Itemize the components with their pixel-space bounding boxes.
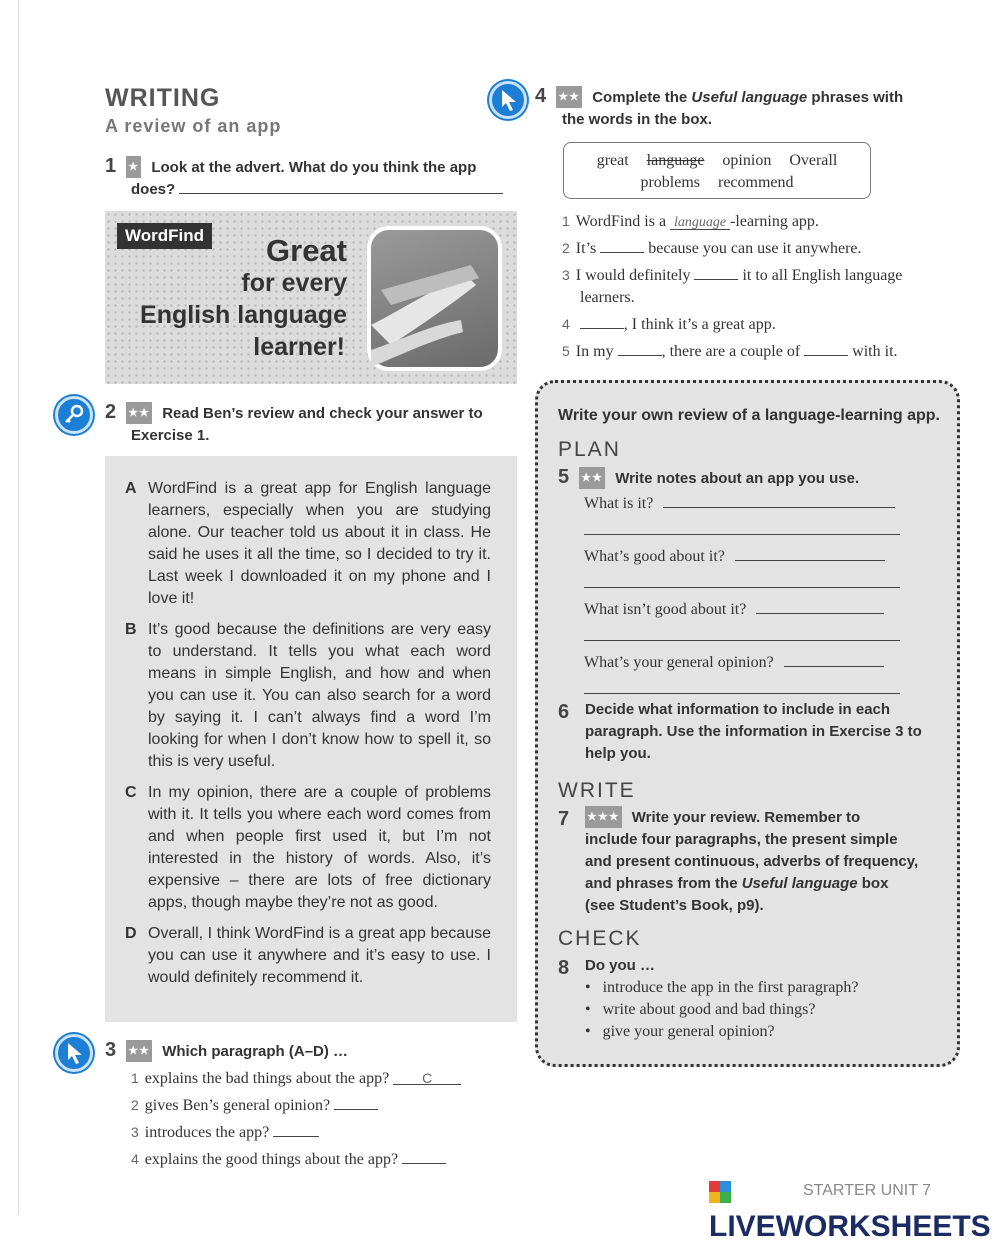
advert-line: learner! <box>253 333 345 361</box>
exercise-4-items <box>562 208 962 365</box>
question-item: 4 , I think it’s a great app. <box>562 316 776 333</box>
answer-blank[interactable] <box>618 342 662 356</box>
notes-line[interactable] <box>584 680 900 694</box>
unit-footer: STARTER UNIT 7 <box>803 1182 932 1199</box>
answer-blank[interactable] <box>580 315 624 329</box>
review-paragraph <box>125 923 491 989</box>
question-item: 1 explains the bad things about the app? C <box>131 1065 525 1092</box>
checklist-item: • introduce the app in the first paragraph? <box>585 979 859 996</box>
answer-blank[interactable] <box>600 239 644 253</box>
paragraph-letter: A <box>125 480 137 497</box>
word-option: great <box>596 152 629 169</box>
answer-blank[interactable] <box>804 342 848 356</box>
exercise-instruction: Look at the advert. What do you think the app <box>151 159 477 176</box>
exercise-5 <box>558 466 859 490</box>
difficulty-stars: ★★ <box>126 1040 152 1062</box>
page-subtitle: A review of an app <box>105 116 282 136</box>
paragraph-text: It’s good because the definitions are very easy to understand. It tells you what each word means in simple English, and how and when you can use it. You can also search for a word by saying it. I can’t always find a word I’m looking for when I don’t know how to spell it, so this is very useful. <box>148 621 491 770</box>
panel-intro: Write your own review of a language-learning app. <box>558 407 940 424</box>
review-paragraph <box>125 782 491 914</box>
notes-line[interactable] <box>756 600 884 614</box>
answer-blank[interactable] <box>273 1123 319 1137</box>
question-item: 3 I would definitely it to all English language <box>562 267 903 284</box>
exercise-number: 8 <box>558 957 570 979</box>
word-option-used: language <box>646 152 705 169</box>
word-option: opinion <box>722 152 772 169</box>
exercise-number: 3 <box>105 1039 117 1061</box>
exercise-8: 8 Do you … • introduce the app in the first paragraph? • write about good and bad things? • give your general opinion? <box>558 955 953 1043</box>
advert-line: English language <box>140 301 347 329</box>
note-question: What’s your general opinion? <box>584 653 884 672</box>
exercise-instruction-cont: Exercise 1. <box>131 427 210 444</box>
question-item-cont: learners. <box>580 289 635 306</box>
check-heading: CHECK <box>558 927 642 950</box>
exercise-number: 5 <box>558 466 570 488</box>
word-box <box>563 142 871 199</box>
advert-line: for every <box>241 269 347 297</box>
note-question: What isn’t good about it? <box>584 600 884 619</box>
exercise-instruction: Write notes about an app you use. <box>615 470 860 487</box>
advert-logo: WordFind <box>117 223 212 249</box>
notes-line[interactable] <box>584 521 900 535</box>
difficulty-stars: ★★ <box>556 86 582 108</box>
exercise-instruction-cont: does? <box>131 181 176 198</box>
exercise-7: 7 ★★★ Write your review. Remember to include four paragraphs, the present simple and present continuous, adverbs of frequency, and phrases from the Useful language box (see Student’s Book, p9). <box>558 808 919 914</box>
cursor-icon[interactable] <box>55 1034 93 1072</box>
difficulty-stars: ★★★ <box>585 806 622 828</box>
answer-blank[interactable] <box>694 266 738 280</box>
worksheet-page <box>18 0 1000 1243</box>
liveworksheets-watermark: LIVEWORKSHEETS <box>709 1176 1000 1244</box>
note-question: What is it? <box>584 494 895 513</box>
writing-task-panel <box>535 380 960 1067</box>
word-option: recommend <box>718 174 794 191</box>
exercise-4: 4 ★★ Complete the Useful language phrases with the words in the box. <box>535 85 955 131</box>
note-question: What’s good about it? <box>584 547 885 566</box>
exercise-number: 6 <box>558 701 570 723</box>
notes-line[interactable] <box>584 574 900 588</box>
exercise-2 <box>105 401 515 447</box>
question-item: 2 It’s because you can use it anywhere. <box>562 240 862 257</box>
notes-line[interactable] <box>784 653 884 667</box>
key-icon[interactable] <box>55 396 93 434</box>
exercise-1 <box>105 155 505 201</box>
answer-blank[interactable]: language <box>670 216 730 230</box>
phone-hand-icon <box>371 230 498 367</box>
notes-line[interactable] <box>584 627 900 641</box>
exercise-number: 1 <box>105 155 117 177</box>
exercise-number: 7 <box>558 808 570 830</box>
paragraph-letter: B <box>125 621 137 638</box>
exercise-instruction: Which paragraph (A–D) … <box>162 1043 349 1060</box>
paragraph-text: Overall, I think WordFind is a great app because you can use it anywhere and it’s easy to use. I would definitely recommend it. <box>148 925 491 986</box>
word-option: problems <box>640 174 700 191</box>
review-paragraph <box>125 619 491 773</box>
plan-heading: PLAN <box>558 438 621 461</box>
word-option: Overall <box>789 152 838 169</box>
question-item: 2 gives Ben’s general opinion? <box>131 1092 525 1119</box>
phone-hand-image <box>367 226 502 371</box>
page-title: WRITING <box>105 84 221 112</box>
exercise-number: 2 <box>105 401 117 423</box>
answer-blank[interactable] <box>179 180 503 194</box>
answer-blank[interactable] <box>334 1096 378 1110</box>
exercise-instruction: Read Ben’s review and check your answer to <box>162 405 483 422</box>
difficulty-stars: ★★ <box>579 467 605 489</box>
checklist-item: • give your general opinion? <box>585 1023 775 1040</box>
wordfind-advert <box>105 211 517 384</box>
write-heading: WRITE <box>558 779 636 802</box>
paragraph-letter: C <box>125 784 137 801</box>
advert-line: Great <box>266 233 347 268</box>
exercise-6: 6 Decide what information to include in each paragraph. Use the information in Exercise 3 to help you. <box>558 701 922 762</box>
question-item: 3 introduces the app? <box>131 1119 525 1146</box>
exercise-number: 4 <box>535 85 547 107</box>
cursor-icon[interactable] <box>489 81 527 119</box>
exercise-3 <box>105 1039 525 1173</box>
difficulty-stars: ★ <box>126 156 141 178</box>
exercise-instruction-cont: the words in the box. <box>562 111 713 128</box>
question-item: 4 explains the good things about the app? <box>131 1146 525 1173</box>
question-item: 5 In my , there are a couple of with it. <box>562 343 898 360</box>
review-paragraph <box>125 478 491 610</box>
ben-review <box>105 456 517 1022</box>
question-item: 1 WordFind is a language -learning app. <box>562 213 819 230</box>
checklist-item: • write about good and bad things? <box>585 1001 816 1018</box>
notes-line[interactable] <box>735 547 885 561</box>
paragraph-text: In my opinion, there are a couple of problems with it. It tells you where each word comes from and when people first used it, but I’m not interested in the history of words. Also, it’s expensive – there are lots of free dictionary apps, though maybe they’re not as good. <box>148 784 491 911</box>
answer-blank[interactable] <box>402 1150 446 1164</box>
answer-blank[interactable]: C <box>393 1071 461 1085</box>
paragraph-text: WordFind is a great app for English language learners, especially when you are studying alone. Our teacher told us about it in class. He said he uses it all the time, so I decided to try it. Last week I downloaded it on my phone and I love it! <box>148 480 491 607</box>
notes-line[interactable] <box>663 494 895 508</box>
difficulty-stars: ★★ <box>126 402 152 424</box>
liveworksheets-logo-icon <box>709 1181 731 1203</box>
paragraph-letter: D <box>125 925 137 942</box>
